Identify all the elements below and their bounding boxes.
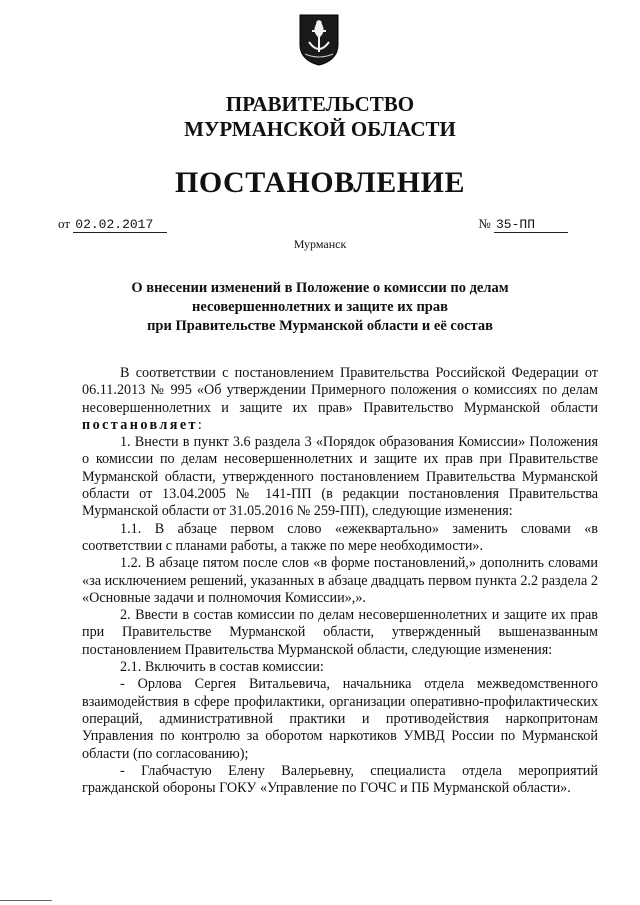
document-body xyxy=(82,365,598,797)
city-name: Мурманск xyxy=(293,237,347,251)
number-value: 35-ПП xyxy=(494,217,568,233)
preamble-colon: : xyxy=(197,416,202,433)
paragraph-item-1-1: 1.1. В абзаце первом слово «ежеквартально» заменить словами «в соответствии с планами работы, а также по мере необходимости». xyxy=(82,520,598,554)
preamble-text: В соответствии с постановлением Правительства Российской Федерации от 06.11.2013 № 995 «Об утверждении Примерного положения о комиссиях по делам несовершеннолетних и защите их прав» Правительство Мурманской области xyxy=(82,365,598,416)
paragraph-item-1: 1. Внести в пункт 3.6 раздела 3 «Порядок образования Комиссии» Положения о комиссии по делам несовершеннолетних и защите их прав при Правительстве Мурманской области, утвержденного постановлением Правительства Мурманской области от 13.04.2005 № 141-ПП (в редакции постановления Правительства Мурманской области от 31.05.2016 № 259-ПП), следующие изменения: xyxy=(82,434,598,520)
subject-line-3: при Правительстве Мурманской области и её состав xyxy=(147,318,493,334)
document-subject xyxy=(0,279,640,336)
paragraph-item-2-1: 2.1. Включить в состав комиссии: xyxy=(120,659,324,676)
subject-line-2: несовершеннолетних и защите их прав xyxy=(192,299,448,315)
preamble-resolves: постановляет xyxy=(82,416,198,433)
date-prefix: от xyxy=(58,216,71,231)
subject-line-1: О внесении изменений в Положение о комиссии по делам xyxy=(131,280,509,296)
government-title xyxy=(0,92,640,142)
paragraph-item-2: 2. Ввести в состав комиссии по делам несовершеннолетних и защите их прав при Правительстве Мурманской области, утвержденный вышеназванным постановлением Правительства Мурманской области, следующие изменения: xyxy=(82,607,598,658)
coat-of-arms-svg xyxy=(299,14,339,66)
government-title-line-1: ПРАВИТЕЛЬСТВО xyxy=(225,92,415,116)
date-value: 02.02.2017 xyxy=(73,217,167,233)
document-date xyxy=(58,216,167,233)
paragraph-member-orlov: - Орлова Сергея Витальевича, начальника отдела межведомственного взаимодействия в сфере профилактики, организации оперативно-профилактических операций, административной практики и противодействия наркопритонам Управления по контролю за оборотом наркотиков УМВД России по Мурманской области (по согласованию); xyxy=(82,676,598,762)
date-number-row xyxy=(58,216,598,236)
document-number xyxy=(478,216,568,233)
government-title-line-2: МУРМАНСКОЙ ОБЛАСТИ xyxy=(184,117,456,141)
page-corner-divider xyxy=(0,900,52,901)
paragraph-item-1-2: 1.2. В абзаце пятом после слов «в форме постановлений,» дополнить словами «за исключением решений, указанных в абзаце двадцать первом пункта 2.2 раздела 2 «Основные задачи и полномочия Комиссии»,». xyxy=(82,555,598,606)
number-prefix: № xyxy=(478,216,491,231)
paragraph-member-glabchastaya: - Глабчастую Елену Валерьевну, специалиста отдела мероприятий гражданской обороны ГОКУ «Управление по ГОЧС и ПБ Мурманской области». xyxy=(82,762,598,797)
coat-of-arms-icon xyxy=(299,14,339,66)
document-type-title: ПОСТАНОВЛЕНИЕ xyxy=(175,166,465,199)
paragraph-preamble xyxy=(82,365,598,434)
